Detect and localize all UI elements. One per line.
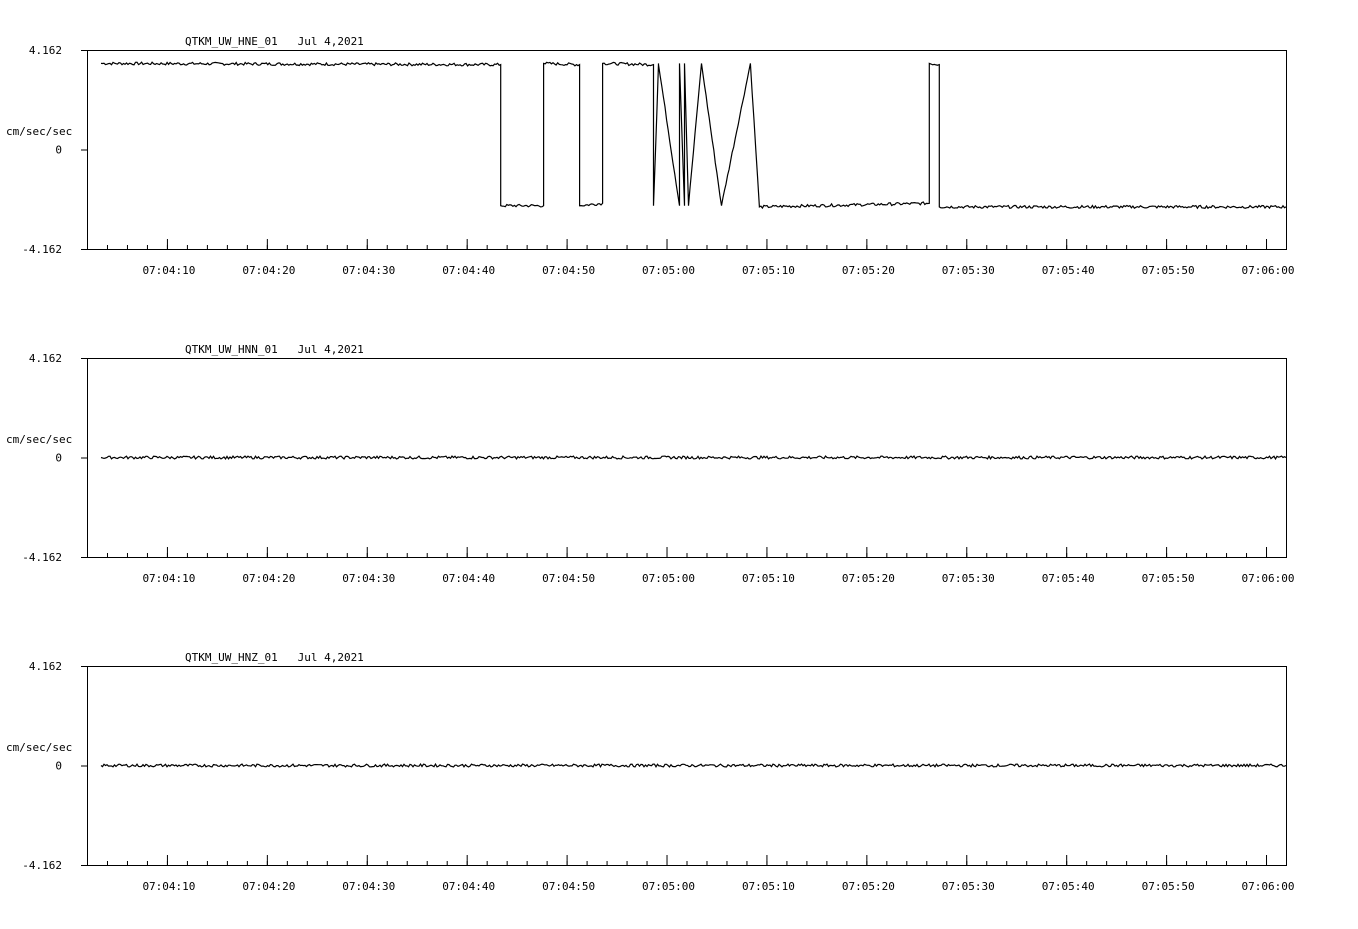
x-tick-label: 07:05:10 (741, 264, 795, 277)
x-tick-label: 07:05:30 (941, 264, 995, 277)
x-tick-label: 07:05:30 (941, 572, 995, 585)
waveform-trace (101, 62, 1286, 208)
x-tick-label: 07:06:00 (1241, 264, 1295, 277)
waveform-trace (101, 456, 1286, 459)
x-tick-label: 07:06:00 (1241, 572, 1295, 585)
x-tick-label: 07:04:10 (142, 572, 196, 585)
y-tick-label: 0 (55, 143, 62, 157)
x-tick-label: 07:05:40 (1041, 572, 1095, 585)
x-tick-label: 07:05:50 (1141, 880, 1195, 893)
y-axis-label: cm/sec/sec (6, 433, 73, 446)
x-tick-label: 07:04:30 (342, 264, 396, 277)
x-tick-label: 07:04:40 (442, 880, 496, 893)
y-tick-label: -4.162 (22, 243, 62, 256)
x-tick-label: 07:04:40 (442, 572, 496, 585)
x-tick-label: 07:05:20 (841, 264, 895, 277)
y-axis-label: cm/sec/sec (6, 741, 73, 754)
x-tick-label: 07:04:10 (142, 264, 196, 277)
y-tick-label: 0 (55, 451, 62, 465)
waveform-trace (101, 764, 1286, 767)
x-tick-label: 07:04:30 (342, 572, 396, 585)
x-tick-label: 07:04:50 (542, 880, 596, 893)
x-tick-label: 07:05:50 (1141, 264, 1195, 277)
x-tick-label: 07:05:00 (642, 572, 696, 585)
x-tick-label: 07:04:50 (542, 264, 596, 277)
x-tick-label: 07:04:20 (242, 264, 296, 277)
y-tick-label: 4.162 (28, 352, 62, 365)
y-axis-label: cm/sec/sec (6, 125, 73, 138)
x-tick-label: 07:05:40 (1041, 880, 1095, 893)
y-tick-label: 0 (55, 759, 62, 773)
x-tick-label: 07:04:30 (342, 880, 396, 893)
chart-title: QTKM_UW_HNZ_01 Jul 4,2021 (185, 651, 364, 664)
y-tick-label: 4.162 (28, 660, 62, 673)
y-tick-label: -4.162 (22, 551, 62, 564)
x-tick-label: 07:05:40 (1041, 264, 1095, 277)
x-tick-label: 07:05:20 (841, 880, 895, 893)
x-tick-label: 07:05:20 (841, 572, 895, 585)
x-tick-label: 07:04:40 (442, 264, 496, 277)
y-tick-label: 4.162 (28, 44, 62, 57)
chart-title: QTKM_UW_HNE_01 Jul 4,2021 (185, 35, 364, 48)
x-tick-label: 07:04:20 (242, 880, 296, 893)
x-tick-label: 07:04:20 (242, 572, 296, 585)
x-tick-label: 07:04:50 (542, 572, 596, 585)
x-tick-label: 07:05:00 (642, 880, 696, 893)
y-tick-label: -4.162 (22, 859, 62, 872)
x-tick-label: 07:05:30 (941, 880, 995, 893)
x-tick-label: 07:04:10 (142, 880, 196, 893)
x-tick-label: 07:05:10 (741, 572, 795, 585)
chart-title: QTKM_UW_HNN_01 Jul 4,2021 (185, 343, 364, 356)
x-tick-label: 07:05:00 (642, 264, 696, 277)
x-tick-label: 07:05:10 (741, 880, 795, 893)
x-tick-label: 07:06:00 (1241, 880, 1295, 893)
x-tick-label: 07:05:50 (1141, 572, 1195, 585)
